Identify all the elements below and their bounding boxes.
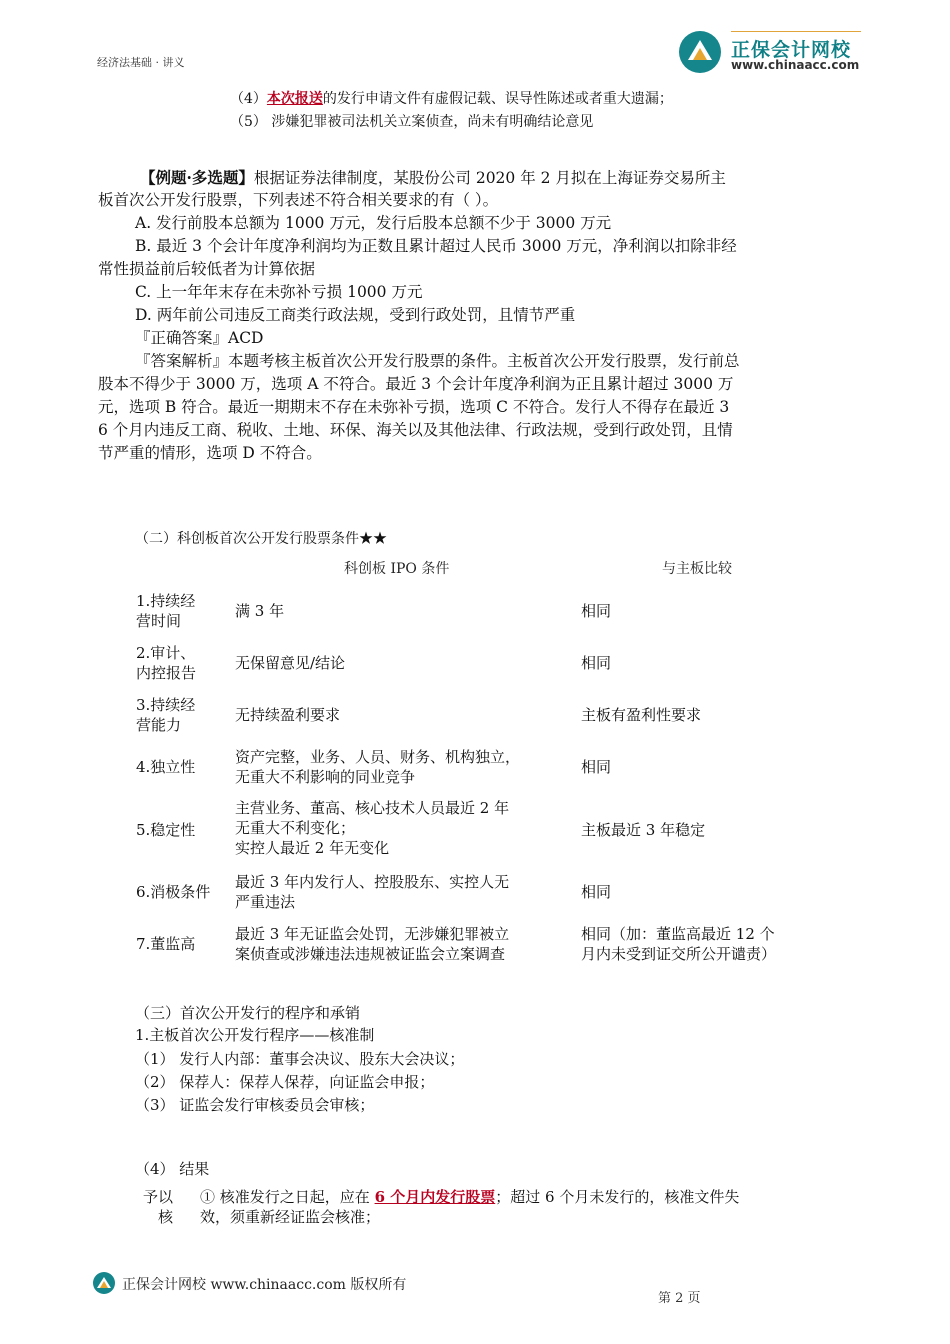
row7-comparison-1: 相同（加：董监高最近 12 个 bbox=[581, 925, 775, 943]
row4-label-1: 4.独立性 bbox=[136, 758, 196, 776]
row5-condition-1: 主营业务、董高、核心技术人员最近 2 年 bbox=[235, 799, 510, 817]
question-text-1: 根据证券法律制度，某股份公司 2020 年 2 月拟在上海证券交易所主 bbox=[253, 169, 726, 187]
question-line-1 bbox=[140, 166, 726, 190]
item4-prefix: （4） bbox=[230, 91, 267, 107]
question-tag: 【例题·多选题】 bbox=[140, 168, 254, 187]
logo-icon bbox=[678, 30, 722, 74]
option-b-line-1: B. 最近 3 个会计年度净利润均为正数且累计超过人民币 3000 万元，净利润以扣除非经 bbox=[135, 237, 737, 255]
result-label-2: 核 bbox=[158, 1208, 174, 1226]
row7-condition-2: 案侦查或涉嫌违法违规被证监会立案调查 bbox=[235, 945, 506, 963]
table-header-comparison: 与主板比较 bbox=[662, 561, 732, 577]
analysis-line-5: 节严重的情形，选项 D 不符合。 bbox=[98, 444, 322, 462]
row4-comparison: 相同 bbox=[581, 758, 612, 776]
section3-step-4: （4） 结果 bbox=[135, 1160, 210, 1178]
row1-condition: 满 3 年 bbox=[235, 602, 285, 620]
logo-divider bbox=[731, 31, 861, 32]
row1-label-1: 1.持续经 bbox=[136, 592, 196, 610]
result-text-highlight: 6 个月内发行股票 bbox=[374, 1188, 496, 1206]
row6-condition-1: 最近 3 年内发行人、控股股东、实控人无 bbox=[235, 873, 510, 891]
row5-comparison: 主板最近 3 年稳定 bbox=[581, 821, 706, 839]
row3-comparison: 主板有盈利性要求 bbox=[581, 706, 702, 724]
row6-condition-2: 严重违法 bbox=[235, 893, 296, 911]
row3-condition: 无持续盈利要求 bbox=[235, 706, 341, 724]
header-left-text: 经济法基础 · 讲义 bbox=[97, 56, 185, 69]
row1-comparison: 相同 bbox=[581, 602, 612, 620]
row4-condition-2: 无重大不利影响的同业竞争 bbox=[235, 768, 416, 786]
option-c: C. 上一年年末存在未弥补亏损 1000 万元 bbox=[135, 283, 423, 301]
correct-answer: 『正确答案』ACD bbox=[135, 329, 264, 347]
section3-step-1: （1） 发行人内部：董事会决议、股东大会决议； bbox=[135, 1050, 465, 1068]
row2-label-1: 2.审计、 bbox=[136, 644, 196, 662]
row7-comparison-2: 月内未受到证交所公开谴责） bbox=[581, 945, 777, 963]
row6-label-1: 6.消极条件 bbox=[136, 883, 211, 901]
logo-name: 正保会计网校 bbox=[731, 39, 852, 61]
row6-comparison: 相同 bbox=[581, 883, 612, 901]
result-label-1: 予以 bbox=[143, 1188, 174, 1206]
row3-label-1: 3.持续经 bbox=[136, 696, 196, 714]
row7-condition-1: 最近 3 年无证监会处罚，无涉嫌犯罪被立 bbox=[235, 925, 510, 943]
item4-highlight: 本次报送 bbox=[266, 91, 323, 107]
item4-line bbox=[230, 88, 673, 111]
option-b-line-2: 常性损益前后较低者为计算依据 bbox=[98, 260, 316, 278]
row3-label-2: 营能力 bbox=[136, 716, 182, 734]
row2-comparison: 相同 bbox=[581, 654, 612, 672]
result-text-suffix: ；超过 6 个月未发行的，核准文件失 bbox=[495, 1188, 740, 1206]
question-line-2: 板首次公开发行股票，下列表述不符合相关要求的有（ ）。 bbox=[98, 191, 499, 209]
option-a: A. 发行前股本总额为 1000 万元，发行后股本总额不少于 3000 万元 bbox=[135, 214, 612, 232]
logo-url: www.chinaacc.com bbox=[731, 58, 860, 72]
section3-subtitle: 1.主板首次公开发行程序——核准制 bbox=[135, 1026, 375, 1044]
row2-condition: 无保留意见/结论 bbox=[235, 654, 346, 672]
analysis-line-1: 『答案解析』本题考核主板首次公开发行股票的条件。主板首次公开发行股票，发行前总 bbox=[135, 352, 740, 370]
page-number: 第 2 页 bbox=[658, 1291, 701, 1306]
row5-condition-3: 实控人最近 2 年无变化 bbox=[235, 839, 390, 857]
table-header-conditions: 科创板 IPO 条件 bbox=[344, 561, 450, 577]
row2-label-2: 内控报告 bbox=[136, 664, 197, 682]
footer-logo-icon bbox=[92, 1271, 116, 1295]
result-text-prefix: ① 核准发行之日起，应在 bbox=[200, 1188, 370, 1206]
row1-label-2: 营时间 bbox=[136, 612, 182, 630]
table-section-title: （二）科创板首次公开发行股票条件★★ bbox=[135, 531, 387, 547]
section3-step-2: （2） 保荐人：保荐人保荐，向证监会申报； bbox=[135, 1073, 435, 1091]
section3-step-3: （3） 证监会发行审核委员会审核； bbox=[135, 1096, 375, 1114]
item4-rest: 的发行申请文件有虚假记载、误导性陈述或者重大遗漏； bbox=[322, 91, 673, 107]
row5-condition-2: 无重大不利变化； bbox=[235, 819, 356, 837]
result-text-line-1 bbox=[200, 1187, 739, 1207]
footer-copyright: 正保会计网校 www.chinaacc.com 版权所有 bbox=[122, 1277, 407, 1293]
row5-label-1: 5.稳定性 bbox=[136, 821, 196, 839]
row7-label-1: 7.董监高 bbox=[136, 935, 196, 953]
item5-line: （5） 涉嫌犯罪被司法机关立案侦查，尚未有明确结论意见 bbox=[230, 114, 594, 130]
section3-title: （三）首次公开发行的程序和承销 bbox=[135, 1004, 361, 1022]
analysis-line-3: 元，选项 B 符合。最近一期期末不存在未弥补亏损，选项 C 不符合。发行人不得存在最近 3 bbox=[98, 398, 730, 416]
row4-condition-1: 资产完整，业务、人员、财务、机构独立， bbox=[235, 748, 521, 766]
result-text-line-2: 效，须重新经证监会核准； bbox=[200, 1208, 381, 1226]
analysis-line-2: 股本不得少于 3000 万，选项 A 不符合。最近 3 个会计年度净利润为正且累计超过 3000 万 bbox=[98, 375, 734, 393]
analysis-line-4: 6 个月内违反工商、税收、土地、环保、海关以及其他法律、行政法规，受到行政处罚，且情 bbox=[98, 421, 733, 439]
option-d: D. 两年前公司违反工商类行政法规，受到行政处罚，且情节严重 bbox=[135, 306, 576, 324]
